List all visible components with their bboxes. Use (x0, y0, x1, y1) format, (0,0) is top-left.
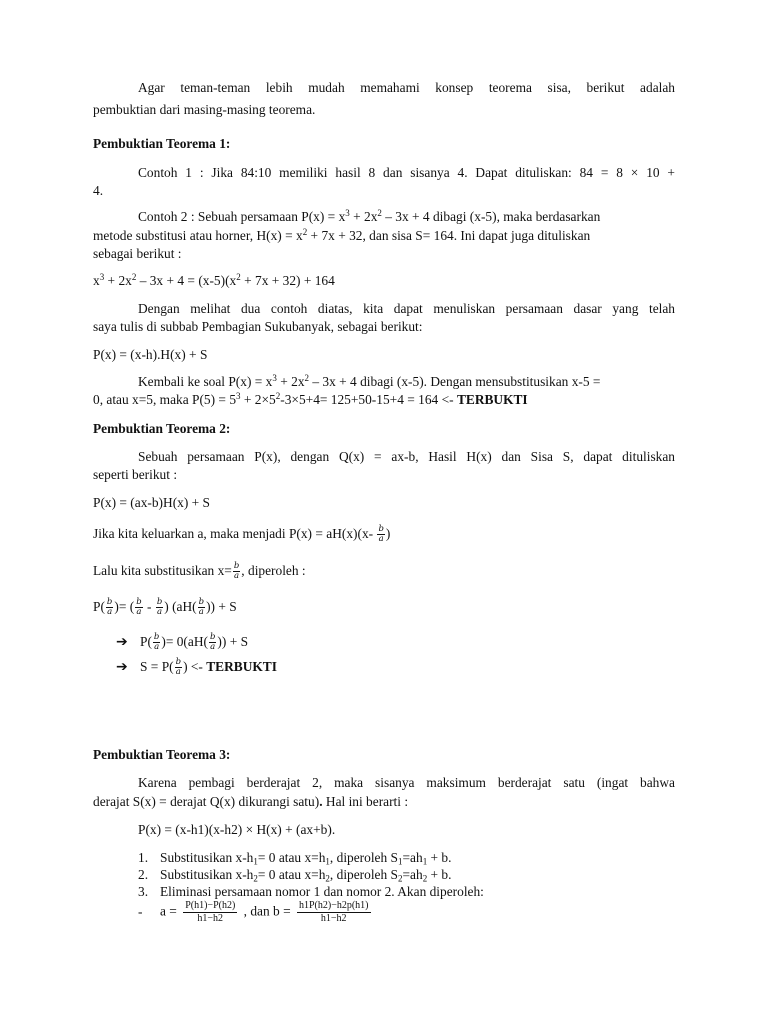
terbukti-label: TERBUKTI (206, 659, 277, 674)
theorem-2-substitution: Lalu kita substitusikan x= $\frac{b}{a}$ , diperoleh : (93, 561, 306, 582)
theorem-2-paragraph-line-1: Sebuah persamaan P(x), dengan Q(x) = ax-b, Hasil H(x) dan Sisa S, dapat dituliskan (138, 449, 675, 464)
example-1-line-1: Contoh 1 : Jika 84:10 memiliki hasil 8 dan sisanya 4. Dapat dituliskan: 84 = 8 × 10 + (138, 165, 675, 180)
example-1-line-2: 4. (93, 183, 104, 198)
fraction-a: $\frac{P(h1)-P(h2)}{h1-h2}$ (185, 900, 236, 924)
example-2-line-1: Contoh 2 : Sebuah persamaan $P(x) = x^3 + 2x^2 - 3x + 4$ dibagi (x-5), maka berdasarkan (138, 208, 601, 224)
theorem-3-paragraph-line-2: derajat S(x) = derajat Q(x) dikurangi satu). Hal ini berarti : (93, 794, 409, 809)
theorem-1-paragraph-line-2: saya tulis di subbab Pembagian Sukubanyak, sebagai berikut: (93, 319, 423, 334)
theorem-1-paragraph-line-1: Dengan melihat dua contoh diatas, kita dapat menuliskan persamaan dasar yang telah (138, 301, 675, 316)
terbukti-label: TERBUKTI (456, 392, 528, 407)
fraction-b-over-a: $\frac{b}{a}$ (153, 632, 160, 653)
fraction-b-over-a: $\frac{b}{a}$ (136, 597, 142, 618)
intro-line-1: Agar teman-teman lebih mudah memahami konsep teorema sisa, berikut adalah (138, 80, 675, 95)
theorem-1-back-line-2: 0, atau x=5, maka $P(5) = 5^3 + 2\times 5^2-3\times 5+4= 125+50-15+4 = 164$ <- TERBUKTI (93, 391, 528, 407)
theorem-1-heading: Pembuktian Teorema 1: (93, 136, 231, 151)
theorem-3-formula: P(x) = (x-h1)(x-h2) × H(x) + (ax+b). (138, 822, 336, 837)
list-item: 1. Substitusikan $x-h_1= 0$ atau $x=h_1$, diperoleh $S_1=ah_1 + b$. (138, 850, 452, 867)
fraction-b-over-a: $\frac{b}{a}$ (198, 597, 205, 618)
theorem-2-step-1: ➔ P( $\frac{b}{a}$ )= 0(aH( $\frac{b}{a}$ )) + S (116, 632, 249, 653)
theorem-1-formula: P(x) = (x-h).H(x) + S (93, 347, 208, 362)
fraction-b-over-a: $\frac{b}{a}$ (156, 597, 163, 618)
theorem-3-coefficients: - a = $\frac{P(h1)-P(h2)}{h1-h2}$ , dan b = $\frac{h1P(h2)-h2p(h1)}{h1-h2}$ (138, 900, 369, 924)
list-item: 3. Eliminasi persamaan nomor 1 dan nomor 2. Akan diperoleh: (138, 884, 484, 899)
theorem-3-heading: Pembuktian Teorema 3: (93, 747, 231, 762)
fraction-b-over-a: $\frac{b}{a}$ (378, 524, 384, 545)
list-item: 2. Substitusikan $x-h_2= 0$ atau $x=h_2$, diperoleh $S_2=ah_2 + b$. (138, 867, 452, 884)
fraction-b-over-a: $\frac{b}{a}$ (233, 561, 240, 582)
theorem-1-equation: $x^3 + 2x^2 - 3x + 4 = (x-5)(x^2 + 7x + 32) + 164$ (93, 272, 335, 288)
right-arrow-icon: ➔ (116, 634, 128, 650)
theorem-2-heading: Pembuktian Teorema 2: (93, 421, 231, 436)
theorem-2-p-equation: P( $\frac{b}{a}$ )= ( $\frac{b}{a}$ - $\frac{b}{a}$ ) (aH( $\frac{b}{a}$ )) + S (93, 597, 237, 618)
example-2-line-2: metode substitusi atau horner, $H(x) = x^2 + 7x + 32$, dan sisa S= 164. Ini dapat juga dituliskan (93, 227, 591, 243)
right-arrow-icon: ➔ (116, 659, 128, 675)
theorem-2-formula: P(x) = (ax-b)H(x) + S (93, 495, 210, 510)
theorem-2-paragraph-line-2: seperti berikut : (93, 467, 178, 482)
theorem-3-paragraph-line-1: Karena pembagi berderajat 2, maka sisanya maksimum berderajat satu (ingat bahwa (138, 775, 675, 790)
theorem-2-factor-a: Jika kita keluarkan a, maka menjadi P(x) = aH(x)(x- $\frac{b}{a}$ ) (93, 524, 391, 545)
example-2-line-3: sebagai berikut : (93, 246, 182, 261)
theorem-1-back-line-1: Kembali ke soal $P(x) = x^3 + 2x^2 - 3x + 4$ dibagi (x-5). Dengan mensubstitusikan x-5 = (138, 373, 601, 389)
fraction-b-over-a: $\frac{b}{a}$ (106, 597, 113, 618)
theorem-2-step-2: ➔ S = P( $\frac{b}{a}$ ) <- TERBUKTI (116, 657, 277, 678)
fraction-b: $\frac{h1P(h2)-h2p(h1)}{h1-h2}$ (298, 900, 369, 924)
intro-line-2: pembuktian dari masing-masing teorema. (93, 102, 316, 117)
fraction-b-over-a: $\frac{b}{a}$ (209, 632, 216, 653)
fraction-b-over-a: $\frac{b}{a}$ (175, 657, 182, 678)
